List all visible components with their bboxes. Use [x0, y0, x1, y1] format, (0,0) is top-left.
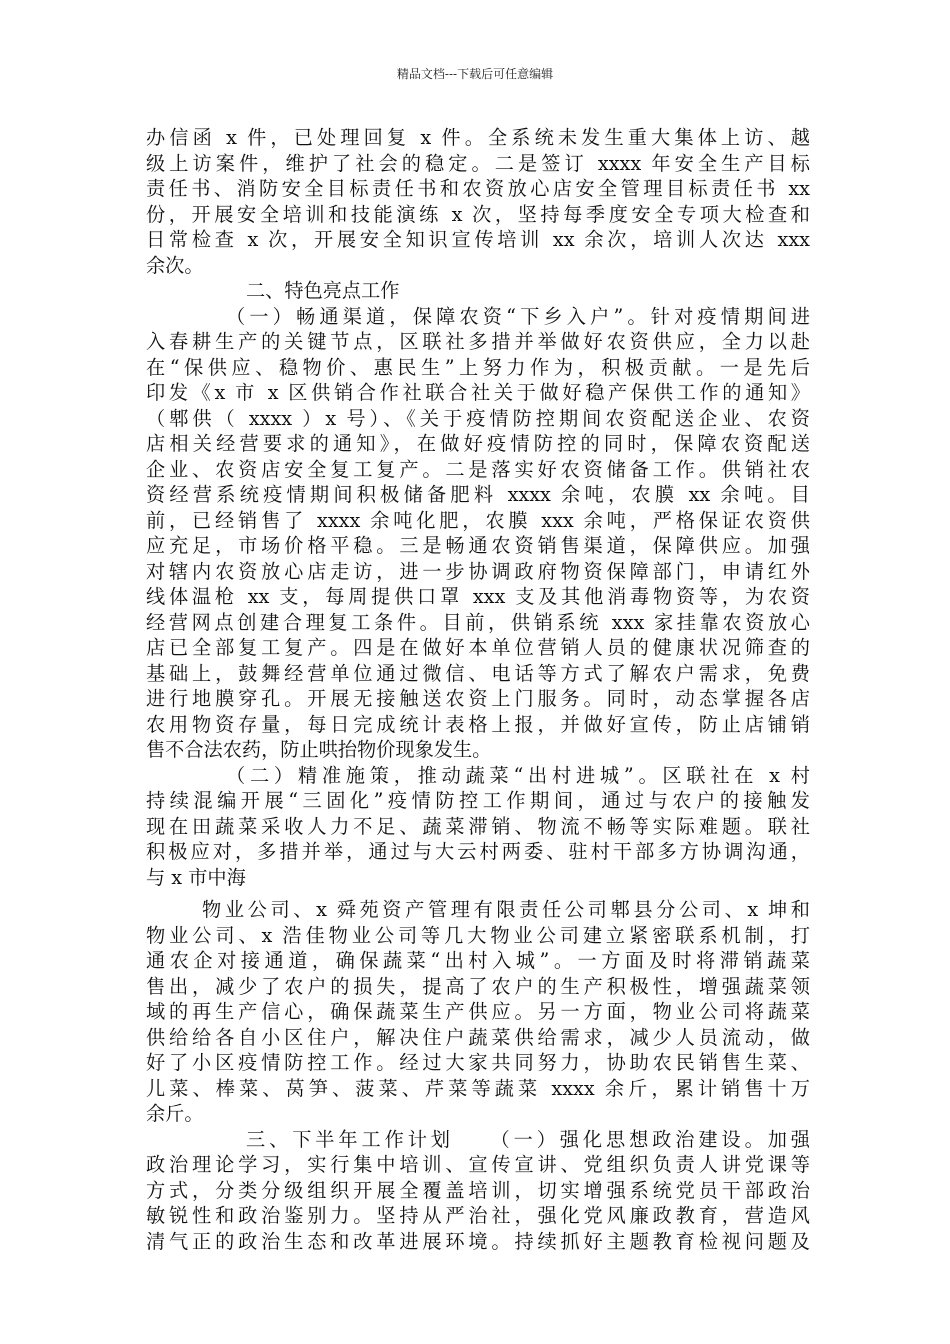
text-line: （一）畅通渠道，保障农资“下乡入户”。针对疫情期间进 — [226, 304, 810, 328]
text-line: 清气正的政治生态和改革进展环境。持续抓好主题教育检视问题及 — [146, 1229, 810, 1253]
text-line: 物业公司、x 浩佳物业公司等几大物业公司建立紧密联系机制，打 — [146, 923, 810, 947]
text-line: 办信函 x 件，已处理回复 x 件。全系统未发生重大集体上访、越 — [146, 126, 810, 149]
text-line: 资经营系统疫情期间积极储备肥料 xxxx 余吨，农膜 xx 余吨。目 — [146, 483, 810, 506]
text-line: 敏锐性和政治鉴别力。坚持从严治社，强化党风廉政教育，营造风 — [146, 1204, 810, 1227]
text-line: 域的再生产信心，确保蔬菜生产供应。另一方面，物业公司将蔬菜 — [146, 1000, 810, 1023]
text-line: 农用物资存量，每日完成统计表格上报，并做好宣传，防止店铺销 — [146, 712, 810, 736]
text-line: 入春耕生产的关键节点，区联社多措并举做好农资供应，全力以赴 — [146, 330, 810, 353]
text-line: 经营网点创建合理复工条件。目前，供销系统 xxx 家挂靠农资放心 — [146, 610, 810, 634]
text-line: 余斤。 — [146, 1102, 204, 1125]
text-line: （郫供（ xxxx ）x 号）、《关于疫情防控期间农资配送企业、农资 — [146, 406, 810, 430]
text-line: 三、下半年工作计划 （一）强化思想政治建设。加强 — [246, 1127, 810, 1151]
text-line: 进行地膜穿孔。开展无接触送农资上门服务。同时，动态掌握各店 — [146, 687, 810, 710]
text-line: 现在田蔬菜采收人力不足、蔬菜滞销、物流不畅等实际难题。联社 — [146, 814, 810, 838]
text-line: 售出，减少了农户的损失，提高了农户的生产积极性，增强蔬菜领 — [146, 974, 810, 998]
text-line: 售不合法农药，防止哄抬物价现象发生。 — [146, 738, 492, 761]
text-line: 企业、农资店安全复工复产。二是落实好农资储备工作。供销社农 — [146, 457, 810, 481]
text-line: 与 x 市中海 — [146, 865, 246, 889]
text-line: 份，开展安全培训和技能演练 x 次，坚持每季度安全专项大检查和 — [146, 202, 810, 226]
text-line: （二）精准施策，推动蔬菜“出村进城”。区联社在 x 村 — [226, 763, 810, 787]
text-line: 责任书、消防安全目标责任书和农资放心店安全管理目标责任书 xx — [146, 177, 810, 200]
text-line: 方式，分类分级组织开展全覆盖培训，切实增强系统党员干部政治 — [146, 1178, 810, 1202]
page-header: 精品文档---下载后可任意编辑 — [396, 67, 554, 81]
text-line: 日常检查 x 次，开展安全知识宣传培训 xx 余次，培训人次达 xxx — [146, 228, 810, 251]
text-line: 通农企对接通道，确保蔬菜“出村入城”。一方面及时将滞销蔬菜 — [146, 949, 810, 972]
text-line: 店相关经营要求的通知》，在做好疫情防控的同时，保障农资配送 — [146, 432, 810, 455]
text-line: 持续混编开展“三固化”疫情防控工作期间，通过与农户的接触发 — [146, 789, 810, 812]
text-line: 物业公司、x 舜苑资产管理有限责任公司郫县分公司、x 坤和 — [202, 898, 810, 921]
text-line: 应充足，市场价格平稳。三是畅通农资销售渠道，保障供应。加强 — [146, 534, 810, 557]
text-line: 印发《x 市 x 区供销合作社联合社关于做好稳产保供工作的通知》 — [146, 381, 810, 404]
text-line: 好了小区疫情防控工作。经过大家共同努力，协助农民销售生菜、 — [146, 1051, 810, 1074]
text-line: 政治理论学习，实行集中培训、宣传宣讲、党组织负责人讲党课等 — [146, 1153, 810, 1176]
document-body — [146, 125, 810, 1254]
text-line: 线体温枪 xx 支，每周提供口罩 xxx 支及其他消毒物资等，为农资 — [146, 585, 810, 608]
text-line: 在“保供应、稳物价、惠民生”上努力作为，积极贡献。一是先后 — [146, 355, 810, 379]
text-line: 余次。 — [146, 253, 204, 277]
text-line: 前，已经销售了 xxxx 余吨化肥，农膜 xxx 余吨，严格保证农资供 — [146, 508, 810, 532]
text-line: 积极应对，多措并举，通过与大云村两委、驻村干部多方协调沟通， — [146, 840, 810, 863]
text-line: 供给给各自小区住户，解决住户蔬菜供给需求，减少人员流动，做 — [146, 1025, 810, 1049]
text-line: 级上访案件，维护了社会的稳定。二是签订 xxxx 年安全生产目标 — [146, 151, 810, 175]
text-line: 儿菜、棒菜、莴笋、菠菜、芹菜等蔬菜 xxxx 余斤，累计销售十万 — [146, 1076, 810, 1100]
text-line: 店已全部复工复产。四是在做好本单位营销人员的健康状况筛查的 — [146, 636, 810, 659]
text-line: 二、特色亮点工作 — [246, 279, 400, 302]
text-line: 对辖内农资放心店走访，进一步协调政府物资保障部门，申请红外 — [146, 559, 810, 583]
text-line: 基础上，鼓舞经营单位通过微信、电话等方式了解农户需求，免费 — [146, 661, 810, 685]
